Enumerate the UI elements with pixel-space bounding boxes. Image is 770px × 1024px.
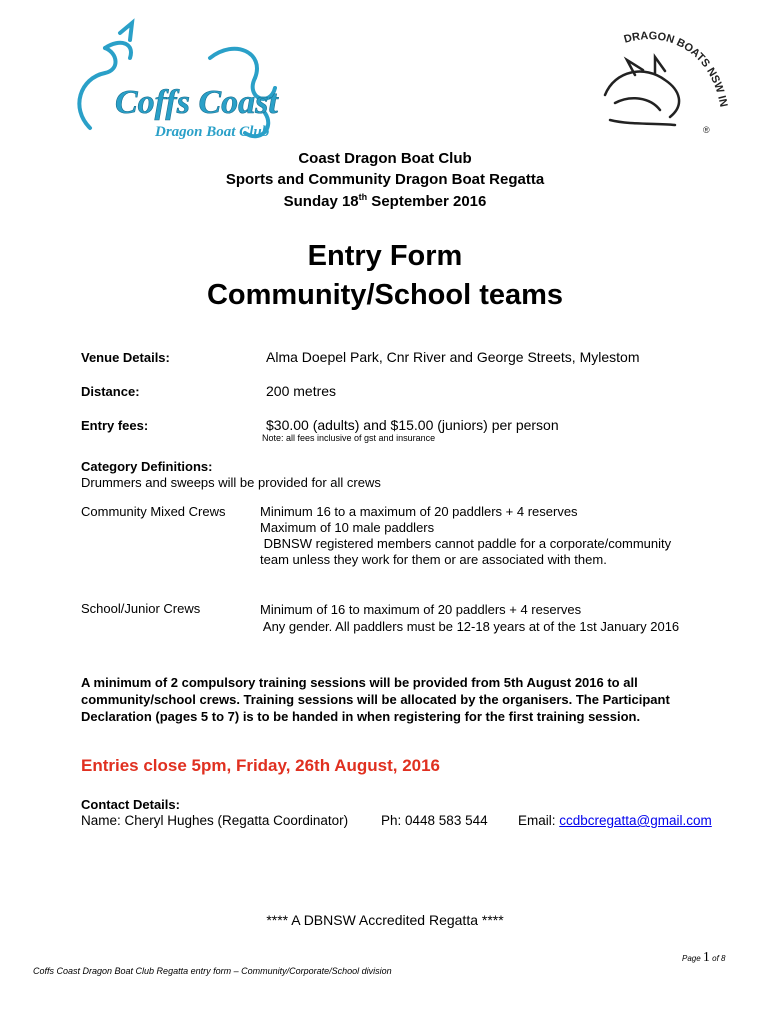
training-line: Declaration (pages 5 to 7) is to be handed in when registering for the first training session. (81, 709, 641, 724)
venue-label: Venue Details: (81, 350, 170, 365)
header-regatta-name: Sports and Community Dragon Boat Regatta (225, 171, 545, 188)
coffs-coast-logo (60, 18, 290, 158)
community-rule: Maximum of 10 male paddlers (260, 520, 435, 535)
school-crews-label: School/Junior Crews (81, 601, 201, 616)
category-heading: Category Definitions: (81, 459, 213, 474)
school-crews-rules (260, 601, 679, 635)
page-subtitle: Community/School teams (206, 279, 564, 311)
entries-close-notice: Entries close 5pm, Friday, 26th August, 2016 (81, 756, 441, 775)
distance-value: 200 metres (266, 383, 337, 399)
svg-text:DRAGON BOATS NSW INC.: DRAGON BOATS NSW IN (622, 30, 730, 109)
accredited-banner: **** A DBNSW Accredited Regatta **** (266, 912, 504, 928)
community-rule: Minimum 16 to a maximum of 20 paddlers + 4 reserves (260, 504, 578, 519)
page-number: Page 1 of 8 (682, 950, 726, 965)
contact-email-link[interactable]: ccdbcregatta@gmail.com (559, 813, 712, 828)
contact-phone: Ph: 0448 583 544 (381, 813, 488, 828)
community-rule: team unless they work for them or are associated with them. (260, 552, 607, 567)
header-club-name: Coast Dragon Boat Club (298, 150, 472, 167)
contact-email-row (518, 813, 712, 828)
page-footer: Coffs Coast Dragon Boat Club Regatta entry form – Community/Corporate/School division (33, 966, 392, 976)
fees-note: Note: all fees inclusive of gst and insurance (262, 433, 436, 443)
svg-text:Coffs Coast: Coffs Coast (115, 84, 278, 121)
community-crews-label: Community Mixed Crews (81, 504, 226, 519)
fees-label: Entry fees: (81, 418, 149, 433)
header-date: Sunday 18th September 2016 (283, 192, 487, 210)
training-line: A minimum of 2 compulsory training sessions will be provided from 5th August 2016 to all (81, 675, 638, 690)
venue-value: Alma Doepel Park, Cnr River and George Streets, Mylestom (266, 349, 640, 365)
category-intro: Drummers and sweeps will be provided for all crews (81, 475, 381, 490)
training-notice (81, 674, 670, 725)
community-crews-rules (260, 504, 671, 568)
school-rule: Any gender. All paddlers must be 12-18 years at of the 1st January 2016 (260, 619, 680, 634)
training-line: community/school crews. Training sessions will be allocated by the organisers. The Participant (81, 692, 670, 707)
contact-heading: Contact Details: (81, 797, 180, 812)
svg-text:®: ® (703, 125, 710, 135)
dragon-logo-icon (60, 18, 290, 158)
fees-value: $30.00 (adults) and $15.00 (juniors) per person (266, 417, 559, 433)
svg-text:Dragon Boat Club: Dragon Boat Club (155, 124, 270, 140)
dragon-boats-nsw-logo (585, 25, 735, 145)
school-rule: Minimum of 16 to maximum of 20 paddlers + 4 reserves (260, 602, 582, 617)
contact-email-label: Email: (518, 813, 560, 828)
contact-name: Name: Cheryl Hughes (Regatta Coordinator) (81, 813, 349, 828)
distance-label: Distance: (81, 384, 140, 399)
dragon-head-icon (585, 25, 735, 145)
community-rule: DBNSW registered members cannot paddle for a corporate/community (260, 536, 672, 551)
page-title: Entry Form (307, 240, 463, 272)
